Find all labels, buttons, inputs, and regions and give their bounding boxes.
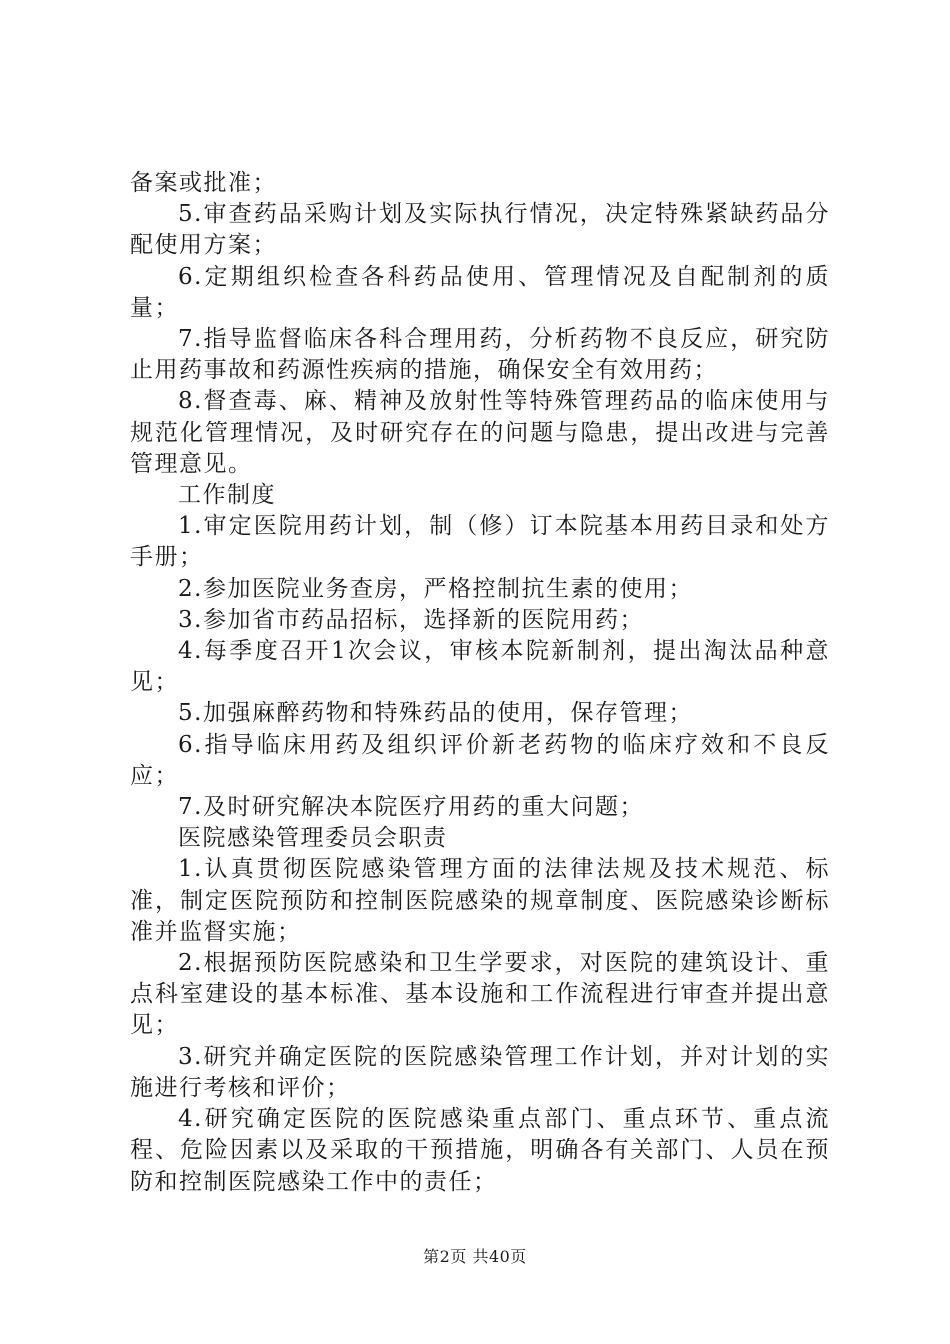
document-body [130,168,830,1198]
paragraph-item-6: 6.定期组织检查各科药品使用、管理情况及自配制剂的质量； [130,263,830,321]
paragraph-duty-1: 1.认真贯彻医院感染管理方面的法律法规及技术规范、标准，制定医院预防和控制医院感染的规章制度、医院感染诊断标准并监督实施； [130,856,830,945]
paragraph-rule-5: 5.加强麻醉药物和特殊药品的使用，保存管理； [178,700,693,727]
paragraph-item-5: 5.审查药品采购计划及实际执行情况，决定特殊紧缺药品分配使用方案； [130,201,830,259]
paragraph-rule-7: 7.及时研究解决本院医疗用药的重大问题； [178,794,644,821]
paragraph-duty-4: 4.研究确定医院的医院感染重点部门、重点环节、重点流程、危险因素以及采取的干预措施，明确各有关部门、人员在预防和控制医院感染工作中的责任； [130,1106,830,1195]
page-footer [0,1244,950,1267]
section-heading-work-rules: 工作制度 [178,482,276,509]
paragraph-item-7: 7.指导监督临床各科合理用药，分析药物不良反应，研究防止用药事故和药源性疾病的措施，确保安全有效用药； [130,326,830,384]
paragraph-rule-1: 1.审定医院用药计划，制（修）订本院基本用药目录和处方手册； [130,513,830,571]
section-heading-infection-committee: 医院感染管理委员会职责 [178,825,448,852]
paragraph-rule-3: 3.参加省市药品招标，选择新的医院用药； [178,606,644,633]
paragraph-rule-6: 6.指导临床用药及组织评价新老药物的临床疗效和不良反应； [130,731,830,789]
page-number-label: 第2页 共40页 [423,1247,527,1266]
paragraph-duty-3: 3.研究并确定医院的医院感染管理工作计划，并对计划的实施进行考核和评价； [130,1043,830,1101]
paragraph-item-8: 8.督查毒、麻、精神及放射性等特殊管理药品的临床使用与规范化管理情况，及时研究存在的问题与隐患，提出改进与完善管理意见。 [130,388,830,477]
paragraph-continuation: 备案或批准； [130,170,277,196]
paragraph-rule-2: 2.参加医院业务查房，严格控制抗生素的使用； [178,575,693,602]
paragraph-rule-4: 4.每季度召开1次会议，审核本院新制剂，提出淘汰品种意见； [130,638,830,696]
paragraph-duty-2: 2.根据预防医院感染和卫生学要求，对医院的建筑设计、重点科室建设的基本标准、基本设施和工作流程进行审查并提出意见； [130,950,830,1039]
